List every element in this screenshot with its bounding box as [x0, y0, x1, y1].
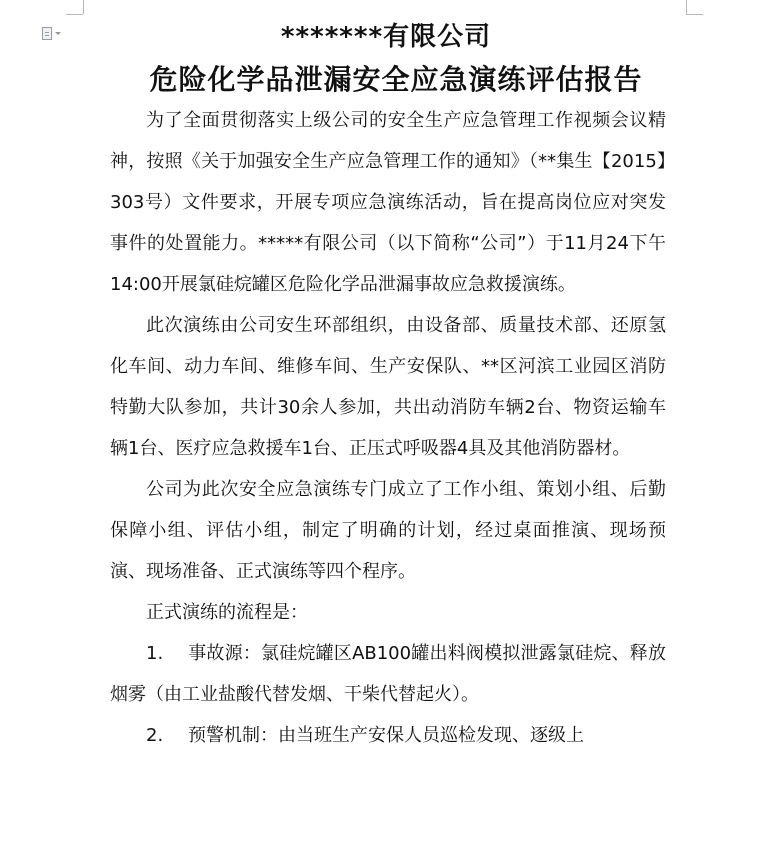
- list-item: [110, 633, 666, 715]
- document-body: [110, 100, 666, 756]
- list-number: 1.: [146, 643, 164, 664]
- margin-corner-mark: [686, 0, 687, 14]
- margin-corner-mark: [686, 14, 703, 15]
- margin-corner-mark: [66, 14, 83, 15]
- paragraph: 公司为此次安全应急演练专门成立了工作小组、策划小组、后勤保障小组、评估小组，制定了明确的计划，经过桌面推演、现场预演、现场准备、正式演练等四个程序。: [110, 479, 666, 582]
- paragraph: 此次演练由公司安生环部组织，由设备部、质量技术部、还原氢化车间、动力车间、维修车间、生产安保队、**区河滨工业园区消防特勤大队参加，共计30余人参加，共出动消防车辆2台、物资运输车辆1台、医疗应急救援车1台、正压式呼吸器4具及其他消防器材。: [110, 315, 666, 459]
- document-title-report: 危险化学品泄漏安全应急演练评估报告: [149, 63, 643, 96]
- list-item: [110, 715, 666, 756]
- margin-corner-mark: [83, 0, 84, 14]
- list-text: 预警机制：由当班生产安保人员巡检发现、逐级上: [188, 725, 584, 746]
- list-text: 事故源：氯硅烷罐区AB100罐出料阀模拟泄露氯硅烷、释放烟雾（由工业盐酸代替发烟、干柴代替起火）。: [110, 643, 666, 705]
- list-number: 2.: [146, 725, 164, 746]
- document-title-company: *******有限公司: [280, 22, 492, 52]
- paragraph: 正式演练的流程是：: [146, 602, 308, 623]
- paragraph: 为了全面贯彻落实上级公司的安全生产应急管理工作视频会议精神，按照《关于加强安全生产应急管理工作的通知》（**集生【2015】303号）文件要求，开展专项应急演练活动，旨在提高岗位应对突发事件的处置能力。*****有限公司（以下简称“公司”）于11月24下午14:00开展氯硅烷罐区危险化学品泄漏事故应急救援演练。: [110, 110, 666, 295]
